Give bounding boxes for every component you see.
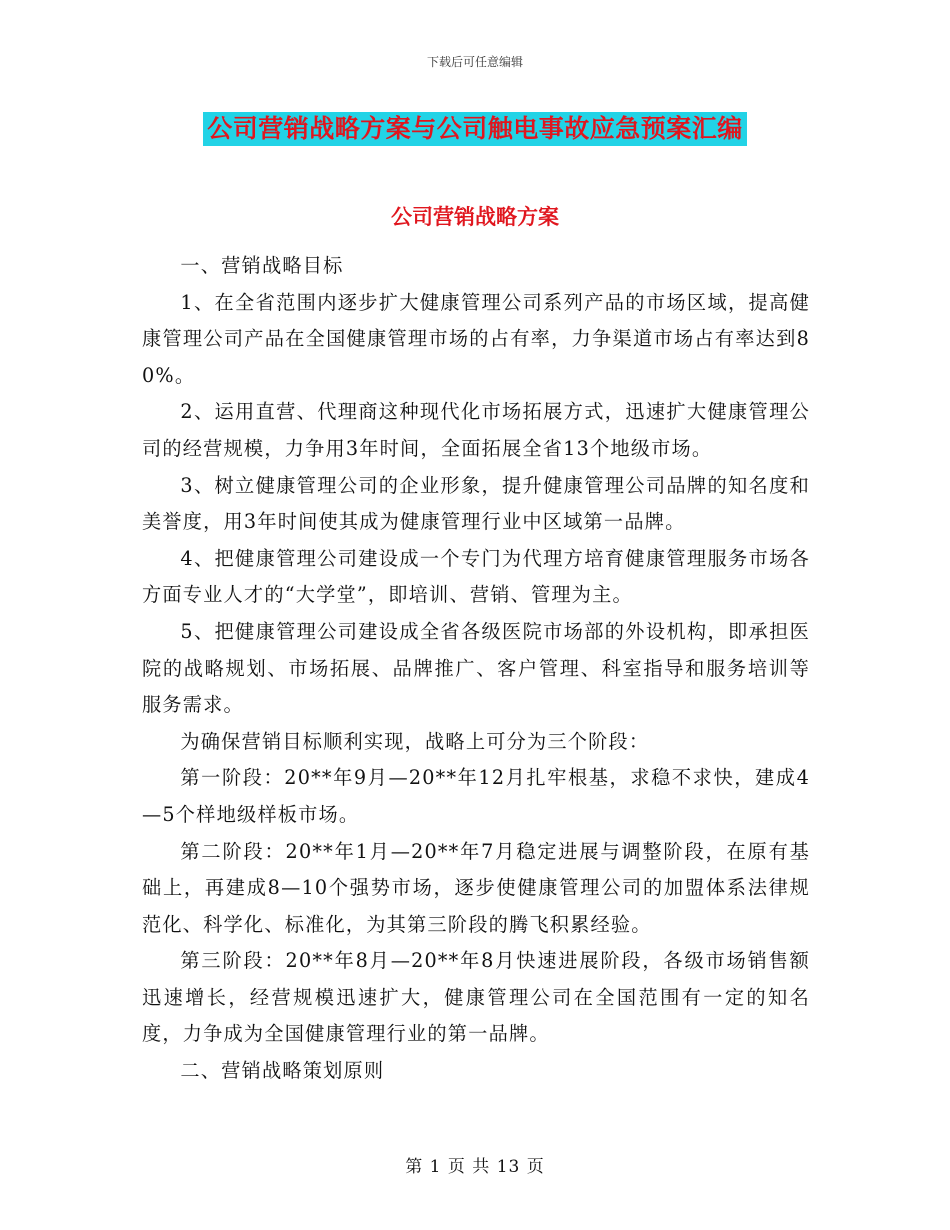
paragraph: 2、运用直营、代理商这种现代化市场拓展方式，迅速扩大健康管理公司的经营规模，力争用3年时间，全面拓展全省13个地级市场。 — [142, 400, 810, 460]
header-note: 下载后可任意编辑 — [426, 55, 523, 69]
paragraph: 为确保营销目标顺利实现，战略上可分为三个阶段： — [180, 729, 650, 753]
document-title: 公司营销战略方案与公司触电事故应急预案汇编 — [203, 112, 747, 146]
paragraph: 4、把健康管理公司建设成一个专门为代理方培育健康管理服务市场各方面专业人才的“大学堂”，即培训、营销、管理为主。 — [142, 546, 810, 607]
paragraph: 3、树立健康管理公司的企业形象，提升健康管理公司品牌的知名度和美誉度，用3年时间使其成为健康管理行业中区域第一品牌。 — [142, 473, 810, 534]
section-title: 公司营销战略方案 — [391, 204, 559, 229]
paragraph: 第三阶段：20**年8月—20**年8月快速进展阶段，各级市场销售额迅速增长，经营规模迅速扩大，健康管理公司在全国范围有一定的知名度，力争成为全国健康管理行业的第一品牌。 — [142, 949, 810, 1046]
heading-marketing-goals: 一、营销战略目标 — [180, 254, 344, 277]
document-title-container — [0, 112, 950, 146]
paragraph: 5、把健康管理公司建设成全省各级医院市场部的外设机构，即承担医院的战略规划、市场拓展、品牌推广、客户管理、科室指导和服务培训等服务需求。 — [142, 619, 810, 717]
document-body — [142, 248, 810, 1090]
page-footer: 第 1 页 共 13 页 — [405, 1157, 545, 1177]
paragraph: 第一阶段：20**年9月—20**年12月扎牢根基，求稳不求快，建成4—5个样地级样板市场。 — [142, 766, 810, 826]
paragraph: 第二阶段：20**年1月—20**年7月稳定进展与调整阶段，在原有基础上，再建成8—10个强势市场，逐步使健康管理公司的加盟体系法律规范化、科学化、标准化，为其第三阶段的腾飞积累经验。 — [142, 839, 810, 936]
paragraph: 1、在全省范围内逐步扩大健康管理公司系列产品的市场区域，提高健康管理公司产品在全国健康管理市场的占有率，力争渠道市场占有率达到80%。 — [142, 290, 810, 387]
heading-planning-principles: 二、营销战略策划原则 — [180, 1059, 385, 1083]
